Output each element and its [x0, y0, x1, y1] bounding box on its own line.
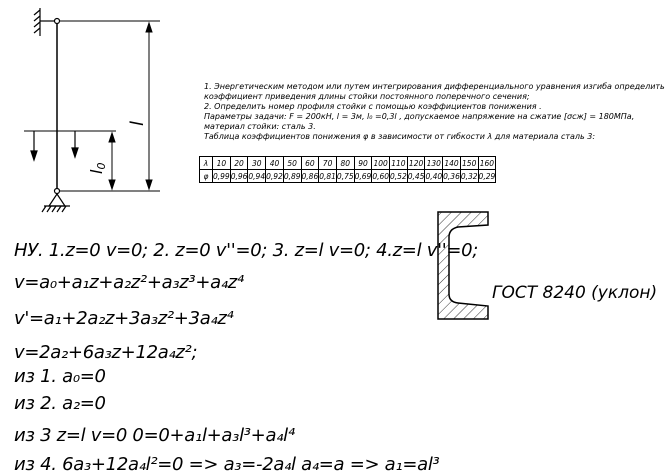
lambda-cell: 140 — [444, 158, 459, 168]
equation-line-7: из 3 z=l v=0 0=0+a₁l+a₃l³+a₄l⁴ — [14, 425, 295, 446]
offset-dimension — [109, 133, 115, 189]
equation-line-8: из 4. 6a₃+12a₄l²=0 => a₃=-2a₄l a₄=a => a₁=al³ — [14, 454, 440, 475]
lambda-cell: 160 — [479, 158, 495, 168]
task-line: 1. Энергетическим методом или путем интегрирования дифференциального уравнения изгиба определить — [204, 82, 665, 91]
lambda-cell: 30 — [248, 157, 266, 170]
task-line: Таблица коэффициентов понижения φ в зависимости от гибкости λ для материала сталь 3: — [204, 132, 596, 141]
lambda-cell: 150 — [462, 158, 477, 168]
phi-cell: 0,75 — [336, 171, 354, 181]
equation-line-4: v=2a₂+6a₃z+12a₄z²; — [14, 342, 198, 363]
lambda-row — [200, 157, 496, 170]
equation-line-3: v'=a₁+2a₂z+3a₃z²+3a₄z⁴ — [14, 308, 234, 329]
phi-cell: 0,92 — [266, 171, 283, 181]
lambda-cell: 120 — [408, 158, 424, 168]
bottom-hinge-support — [42, 189, 70, 213]
equation-line-1: НУ. 1.z=0 v=0; 2. z=0 v''=0; 3. z=l v=0; 4.z=l v''=0; — [14, 240, 479, 261]
lambda-cell: 60 — [301, 157, 319, 170]
lambda-cell: 40 — [266, 157, 284, 170]
phi-header: φ — [200, 170, 213, 183]
force-arrow-right — [72, 131, 78, 157]
lambda-cell: 100 — [373, 158, 388, 168]
lambda-cell: 10 — [213, 157, 231, 170]
phi-cell: 0,96 — [230, 171, 248, 181]
phi-cell: 0,99 — [213, 171, 230, 181]
offset-label: l0 — [87, 162, 108, 174]
task-line: материал стойки: сталь 3. — [204, 122, 316, 131]
equation-line-2: v=a₀+a₁z+a₂z²+a₃z³+a₄z⁴ — [14, 272, 244, 293]
phi-cell: 0,36 — [443, 171, 460, 181]
top-hinge-support — [34, 8, 60, 36]
lambda-cell: 50 — [283, 157, 301, 170]
lambda-cell: 110 — [391, 158, 406, 168]
task-text — [204, 82, 665, 142]
force-arrow-left — [31, 131, 37, 160]
length-dimension — [146, 23, 152, 189]
phi-cell: 0,94 — [248, 171, 266, 181]
task-line: Параметры задачи: F = 200кН, l = 3м, l₀ =0,3l , допускаемое напряжение на сжатие [σсж] = 180МПа, — [204, 112, 635, 121]
lambda-header: λ — [200, 157, 213, 170]
phi-cell: 0,86 — [301, 171, 319, 181]
phi-table — [199, 156, 496, 183]
equation-line-6: из 2. a₂=0 — [14, 393, 106, 414]
phi-cell: 0,29 — [478, 171, 496, 181]
gost-label: ГОСТ 8240 (уклон) — [492, 283, 658, 303]
phi-cell: 0,40 — [425, 171, 443, 181]
phi-row — [200, 170, 496, 183]
lambda-cell: 130 — [426, 158, 441, 168]
channel-section-icon — [438, 212, 488, 319]
phi-cell: 0,69 — [354, 171, 372, 181]
equation-line-5: из 1. a₀=0 — [14, 366, 106, 387]
phi-cell: 0,60 — [372, 171, 390, 181]
phi-cell: 0,89 — [283, 171, 301, 181]
phi-cell: 0,52 — [390, 171, 407, 181]
phi-cell: 0,81 — [319, 171, 336, 181]
task-line: коэффициент приведения длины стойки постоянного поперечного сечения; — [204, 92, 530, 101]
phi-cell: 0,45 — [407, 171, 425, 181]
lambda-cell: 20 — [230, 157, 248, 170]
phi-cell: 0,32 — [460, 171, 478, 181]
lambda-cell: 70 — [319, 157, 337, 170]
lambda-cell: 90 — [354, 157, 372, 170]
length-label: l — [127, 120, 148, 126]
lambda-cell: 80 — [336, 157, 354, 170]
task-line: 2. Определить номер профиля стойки с помощью коэффициентов понижения . — [204, 102, 542, 111]
